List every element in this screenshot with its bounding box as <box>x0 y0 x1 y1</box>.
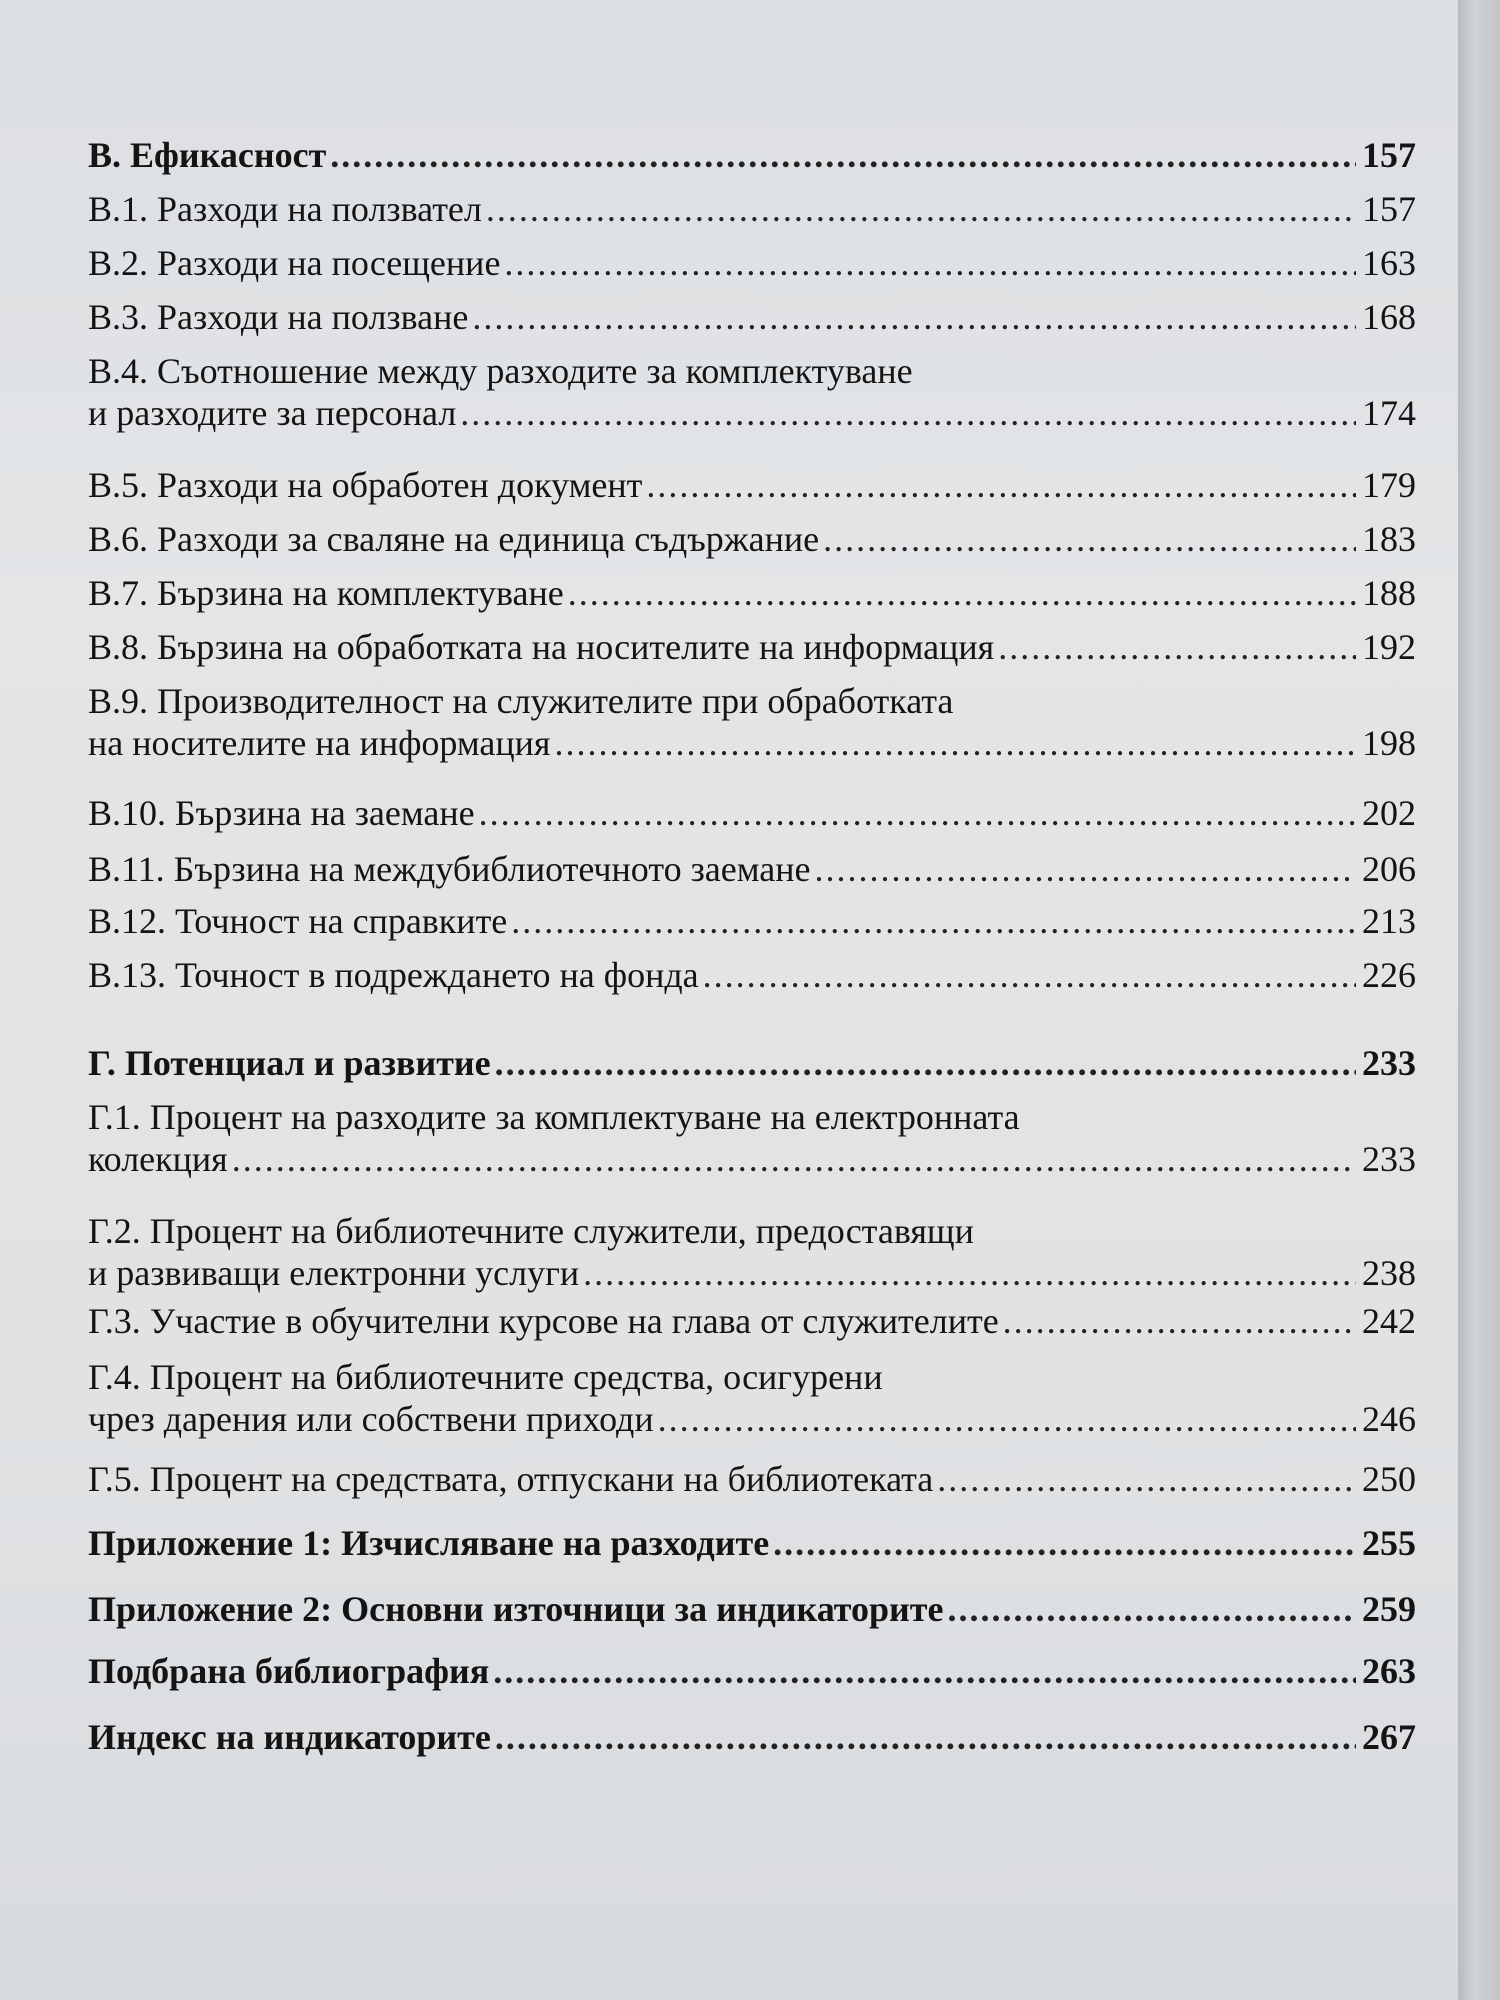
toc-entry-title: чрез дарения или собствени приходи <box>88 1399 654 1439</box>
toc-entry-title: В. Ефикасност <box>88 135 327 175</box>
toc-entry-page-number: 238 <box>1362 1253 1416 1293</box>
toc-entry-line <box>88 1458 1416 1500</box>
toc-entry-page-number: 157 <box>1362 189 1416 229</box>
toc-entry <box>88 680 1416 764</box>
toc-entry-title: В.11. Бързина на междубиблиотечното заемане <box>88 849 811 889</box>
toc-entry-page-number: 183 <box>1362 519 1416 559</box>
dot-leader <box>495 1716 1356 1758</box>
toc-entry <box>88 350 1416 434</box>
toc-entry <box>88 1096 1416 1180</box>
toc-entry-title: В.2. Разходи на посещение <box>88 243 501 283</box>
toc-entry-title: Подбрана библиография <box>88 1651 490 1691</box>
toc-entry-page-number: 168 <box>1362 297 1416 337</box>
toc-entry-title: колекция <box>88 1139 228 1179</box>
toc-entry <box>88 1716 1416 1758</box>
toc-entry-line <box>88 848 1416 890</box>
toc-entry-title: В.3. Разходи на ползване <box>88 297 469 337</box>
dot-leader <box>511 900 1356 942</box>
toc-entry <box>88 1588 1416 1630</box>
toc-entry-title: на носителите на информация <box>88 723 551 763</box>
toc-entry-title: В.12. Точност на справките <box>88 901 508 941</box>
toc-entry-line <box>88 1716 1416 1758</box>
toc-entry-title: Г. Потенциал и развитие <box>88 1043 491 1083</box>
toc-entry-title-first-line: В.9. Производителност на служителите при обработката <box>88 681 954 721</box>
toc-entry-line <box>88 242 1416 284</box>
toc-entry <box>88 1210 1416 1294</box>
toc-entry <box>88 1300 1416 1342</box>
dot-leader <box>823 518 1356 560</box>
toc-entry-line <box>88 518 1416 560</box>
toc-entry-title: Индекс на индикаторите <box>88 1717 491 1757</box>
dot-leader <box>703 954 1356 996</box>
toc-entry-page-number: 226 <box>1362 955 1416 995</box>
dot-leader <box>947 1588 1356 1630</box>
toc-entry-title: В.10. Бързина на заемане <box>88 793 475 833</box>
toc-entry-page-number: 163 <box>1362 243 1416 283</box>
toc-entry <box>88 296 1416 338</box>
dot-leader <box>493 1650 1356 1692</box>
dot-leader <box>646 464 1356 506</box>
toc-entry-line <box>88 1588 1416 1630</box>
toc-entry-line <box>88 464 1416 506</box>
toc-entry-line <box>88 188 1416 230</box>
dot-leader <box>460 392 1356 434</box>
toc-entry-line <box>88 1042 1416 1084</box>
toc-entry-title: и развиващи електронни услуги <box>88 1253 580 1293</box>
toc-entry-line <box>88 1650 1416 1692</box>
dot-leader <box>773 1522 1356 1564</box>
toc-entry <box>88 792 1416 834</box>
toc-entry-page-number: 250 <box>1362 1459 1416 1499</box>
toc-entry-title: Приложение 2: Основни източници за индикаторите <box>88 1589 944 1629</box>
toc-entry-line <box>88 1398 1416 1440</box>
dot-leader <box>495 1042 1356 1084</box>
toc-entry-title: В.8. Бързина на обработката на носителите на информация <box>88 627 995 667</box>
toc-entry <box>88 242 1416 284</box>
dot-leader <box>554 722 1356 764</box>
toc-entry-line <box>88 1300 1416 1342</box>
toc-entry-page-number: 157 <box>1362 135 1416 175</box>
toc-entry <box>88 1458 1416 1500</box>
toc-entry-title: Г.3. Участие в обучителни курсове на глава от служителите <box>88 1301 999 1341</box>
toc-entry-title: В.7. Бързина на комплектуване <box>88 573 564 613</box>
dot-leader <box>583 1252 1356 1294</box>
dot-leader <box>568 572 1356 614</box>
dot-leader <box>998 626 1356 668</box>
toc-entry-title: Г.5. Процент на средствата, отпускани на библиотеката <box>88 1459 934 1499</box>
toc-entry <box>88 626 1416 668</box>
toc-entry <box>88 1356 1416 1440</box>
toc-entry-line <box>88 1252 1416 1294</box>
toc-entry <box>88 1042 1416 1084</box>
dot-leader <box>937 1458 1356 1500</box>
toc-entry-page-number: 206 <box>1362 849 1416 889</box>
toc-entry-page-number: 192 <box>1362 627 1416 667</box>
toc-entry <box>88 518 1416 560</box>
toc-entry <box>88 1522 1416 1564</box>
toc-entry-title: В.1. Разходи на ползвател <box>88 189 482 229</box>
toc-entry-title-first-line: Г.1. Процент на разходите за комплектуване на електронната <box>88 1097 1020 1137</box>
toc-entry-line <box>88 296 1416 338</box>
toc-entry-page-number: 242 <box>1362 1301 1416 1341</box>
toc-entry-title: В.13. Точност в подреждането на фонда <box>88 955 699 995</box>
toc-entry-title: В.5. Разходи на обработен документ <box>88 465 643 505</box>
toc-entry-line <box>88 1522 1416 1564</box>
toc-entry-page-number: 233 <box>1362 1043 1416 1083</box>
toc-entry <box>88 1650 1416 1692</box>
dot-leader <box>1003 1300 1356 1342</box>
toc-entry-page-number: 259 <box>1362 1589 1416 1629</box>
toc-entry-page-number: 255 <box>1362 1523 1416 1563</box>
dot-leader <box>486 188 1356 230</box>
toc-entry-page-number: 202 <box>1362 793 1416 833</box>
toc-entry-title: и разходите за персонал <box>88 393 457 433</box>
toc-entry-title: В.6. Разходи за сваляне на единица съдържание <box>88 519 820 559</box>
dot-leader <box>330 134 1356 176</box>
page-edge <box>1458 0 1500 2000</box>
toc-entry-line <box>88 626 1416 668</box>
toc-entry <box>88 188 1416 230</box>
toc-entry-page-number: 179 <box>1362 465 1416 505</box>
toc-entry-title-first-line: Г.2. Процент на библиотечните служители, предоставящи <box>88 1211 974 1251</box>
toc-entry-page-number: 188 <box>1362 573 1416 613</box>
toc-entry <box>88 954 1416 996</box>
toc-entry <box>88 134 1416 176</box>
toc-entry-line <box>88 722 1416 764</box>
toc-entry-title-first-line: Г.4. Процент на библиотечните средства, осигурени <box>88 1357 883 1397</box>
toc-entry-title: Приложение 1: Изчисляване на разходите <box>88 1523 770 1563</box>
toc-entry-title-first-line: В.4. Съотношение между разходите за комплектуване <box>88 351 913 391</box>
dot-leader <box>815 848 1356 890</box>
dot-leader <box>504 242 1356 284</box>
toc-entry-page-number: 263 <box>1362 1651 1416 1691</box>
toc-entry-line <box>88 134 1416 176</box>
toc-entry-page-number: 174 <box>1362 393 1416 433</box>
toc-entry-page-number: 213 <box>1362 901 1416 941</box>
dot-leader <box>232 1138 1356 1180</box>
dot-leader <box>472 296 1356 338</box>
toc-entry <box>88 848 1416 890</box>
toc-entry-line <box>88 1138 1416 1180</box>
toc-entry-page-number: 233 <box>1362 1139 1416 1179</box>
toc-entry <box>88 900 1416 942</box>
toc-entry <box>88 572 1416 614</box>
toc-entry <box>88 464 1416 506</box>
dot-leader <box>479 792 1356 834</box>
toc-entry-page-number: 246 <box>1362 1399 1416 1439</box>
toc-entry-line <box>88 392 1416 434</box>
toc-entry-page-number: 198 <box>1362 723 1416 763</box>
dot-leader <box>658 1398 1356 1440</box>
toc-entry-page-number: 267 <box>1362 1717 1416 1757</box>
toc-entry-line <box>88 572 1416 614</box>
toc-entry-line <box>88 900 1416 942</box>
toc-entry-line <box>88 792 1416 834</box>
toc-entry-line <box>88 954 1416 996</box>
